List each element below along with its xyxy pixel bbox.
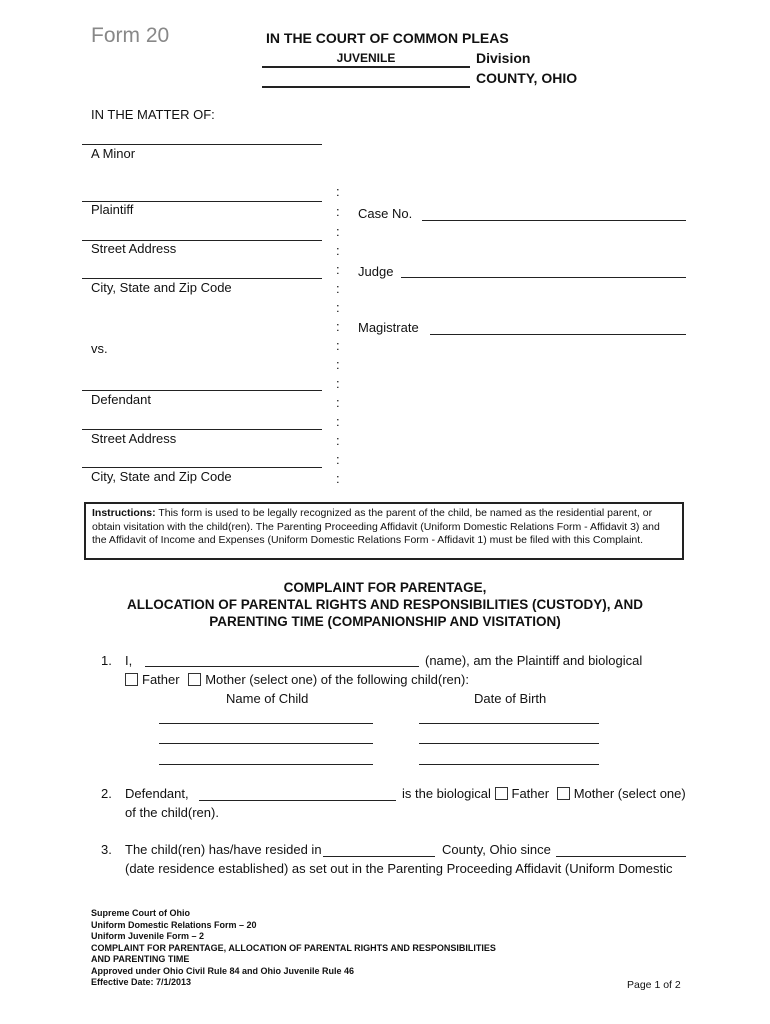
footer-line: Uniform Domestic Relations Form – 20 [91, 919, 257, 930]
caption-colon: : [336, 471, 340, 486]
caption-colon: : [336, 376, 340, 391]
name-of-child-header: Name of Child [226, 691, 309, 706]
item3-line2: (date residence established) as set out in the Parenting Proceeding Affidavit (Uniform Domestic [125, 861, 673, 876]
defendant-mother-label: Mother (select one) [573, 786, 686, 801]
residence-date-field[interactable] [556, 856, 686, 857]
county-label: COUNTY, OHIO [476, 70, 578, 86]
caption-colon: : [336, 281, 340, 296]
court-name: IN THE COURT OF COMMON PLEAS [266, 30, 509, 46]
complaint-title-line1: COMPLAINT FOR PARENTAGE, [283, 580, 487, 595]
complaint-title-line3: PARENTING TIME (COMPANIONSHIP AND VISITATION) [209, 614, 561, 629]
caption-colon: : [336, 184, 340, 199]
complaint-title-line2: ALLOCATION OF PARENTAL RIGHTS AND RESPONSIBILITIES (CUSTODY), AND [126, 597, 643, 612]
item1-i: I, [125, 653, 133, 668]
caption-colon: : [336, 204, 340, 219]
child-name-field[interactable] [159, 723, 373, 724]
magistrate-field[interactable] [430, 334, 686, 335]
caption-colon: : [336, 414, 340, 429]
defendant-mother-checkbox[interactable] [557, 787, 570, 800]
caption-colon: : [336, 433, 340, 448]
item2-children-label: of the child(ren). [125, 805, 219, 820]
defendant-name-line[interactable] [82, 390, 322, 391]
child-dob-field[interactable] [419, 723, 599, 724]
instructions-box [84, 502, 684, 560]
county-field[interactable] [323, 856, 435, 857]
caption-colon: : [336, 300, 340, 315]
defendant-label: Defendant [91, 392, 151, 407]
vs-label: vs. [91, 341, 108, 356]
item1-name-suffix: (name), am the Plaintiff and biological [425, 653, 643, 668]
plaintiff-label: Plaintiff [91, 202, 134, 217]
judge-label: Judge [358, 264, 394, 279]
item1-relation-row [125, 672, 469, 687]
caption-colon: : [336, 395, 340, 410]
form-number: Form 20 [91, 24, 170, 47]
county-underline[interactable] [262, 86, 470, 88]
footer-line: Approved under Ohio Civil Rule 84 and Ohio Juvenile Rule 46 [91, 965, 355, 976]
father-checkbox[interactable] [125, 673, 138, 686]
case-no-label: Case No. [358, 206, 413, 221]
footer-line: Uniform Juvenile Form – 2 [91, 931, 205, 941]
date-of-birth-header: Date of Birth [474, 691, 547, 706]
item2-defendant-label: Defendant, [125, 786, 189, 801]
page-number: Page 1 of 2 [627, 979, 681, 991]
division-label: Division [476, 50, 531, 66]
minor-name-line[interactable] [82, 144, 322, 145]
father-label: Father [142, 672, 180, 687]
caption-colon: : [336, 224, 340, 239]
caption-colon: : [336, 319, 340, 334]
defendant-name-field[interactable] [199, 800, 396, 801]
plaintiff-name-field[interactable] [145, 666, 419, 667]
footer-line: COMPLAINT FOR PARENTAGE, ALLOCATION OF PARENTAL RIGHTS AND RESPONSIBILITIES [91, 942, 496, 953]
child-name-field[interactable] [159, 743, 373, 744]
child-name-field[interactable] [159, 764, 373, 765]
item2-biological-label: is the biological [402, 786, 491, 801]
minor-label: A Minor [91, 146, 136, 161]
footer-block [91, 908, 496, 989]
child-dob-field[interactable] [419, 764, 599, 765]
plaintiff-city-line[interactable] [82, 278, 322, 279]
matter-of-label: IN THE MATTER OF: [91, 107, 215, 122]
defendant-street-line[interactable] [82, 429, 322, 430]
item1-number: 1. [101, 653, 112, 668]
caption-colon: : [336, 338, 340, 353]
case-no-field[interactable] [422, 220, 686, 221]
magistrate-label: Magistrate [358, 320, 419, 335]
item3-county-label: County, Ohio since [442, 842, 551, 857]
plaintiff-city-label: City, State and Zip Code [91, 280, 232, 295]
item2-relation-row [402, 786, 686, 801]
defendant-street-label: Street Address [91, 431, 177, 446]
item2-number: 2. [101, 786, 112, 801]
item3-number: 3. [101, 842, 112, 857]
caption-colon: : [336, 243, 340, 258]
footer-line: AND PARENTING TIME [91, 954, 190, 964]
division-underline [262, 66, 470, 68]
defendant-city-label: City, State and Zip Code [91, 469, 232, 484]
judge-field[interactable] [401, 277, 686, 278]
child-dob-field[interactable] [419, 743, 599, 744]
footer-line: Effective Date: 7/1/2013 [91, 977, 192, 987]
defendant-city-line[interactable] [82, 467, 322, 468]
plaintiff-street-label: Street Address [91, 241, 177, 256]
mother-checkbox[interactable] [188, 673, 201, 686]
defendant-father-label: Father [511, 786, 550, 801]
instructions-label: Instructions: [92, 507, 156, 519]
footer-line: Supreme Court of Ohio [91, 908, 190, 918]
defendant-father-checkbox[interactable] [495, 787, 508, 800]
division-value[interactable]: JUVENILE [336, 51, 396, 65]
caption-colon: : [336, 452, 340, 467]
mother-label: Mother (select one) of the following child(ren): [205, 672, 469, 687]
item3-resided-label: The child(ren) has/have resided in [125, 842, 322, 857]
caption-colon: : [336, 262, 340, 277]
caption-colon: : [336, 357, 340, 372]
instructions-text: This form is used to be legally recognized as the parent of the child, be named as the residential parent, or obtain visitation with the child(ren). The Parenting Proceeding Affidavit (Uniform Domestic Relations Form - Affidavit 3) and the Affidavit of Income and Expenses (Uniform Domestic Relations Form - Affidavit 1) must be filed with this Complaint. [92, 507, 660, 546]
